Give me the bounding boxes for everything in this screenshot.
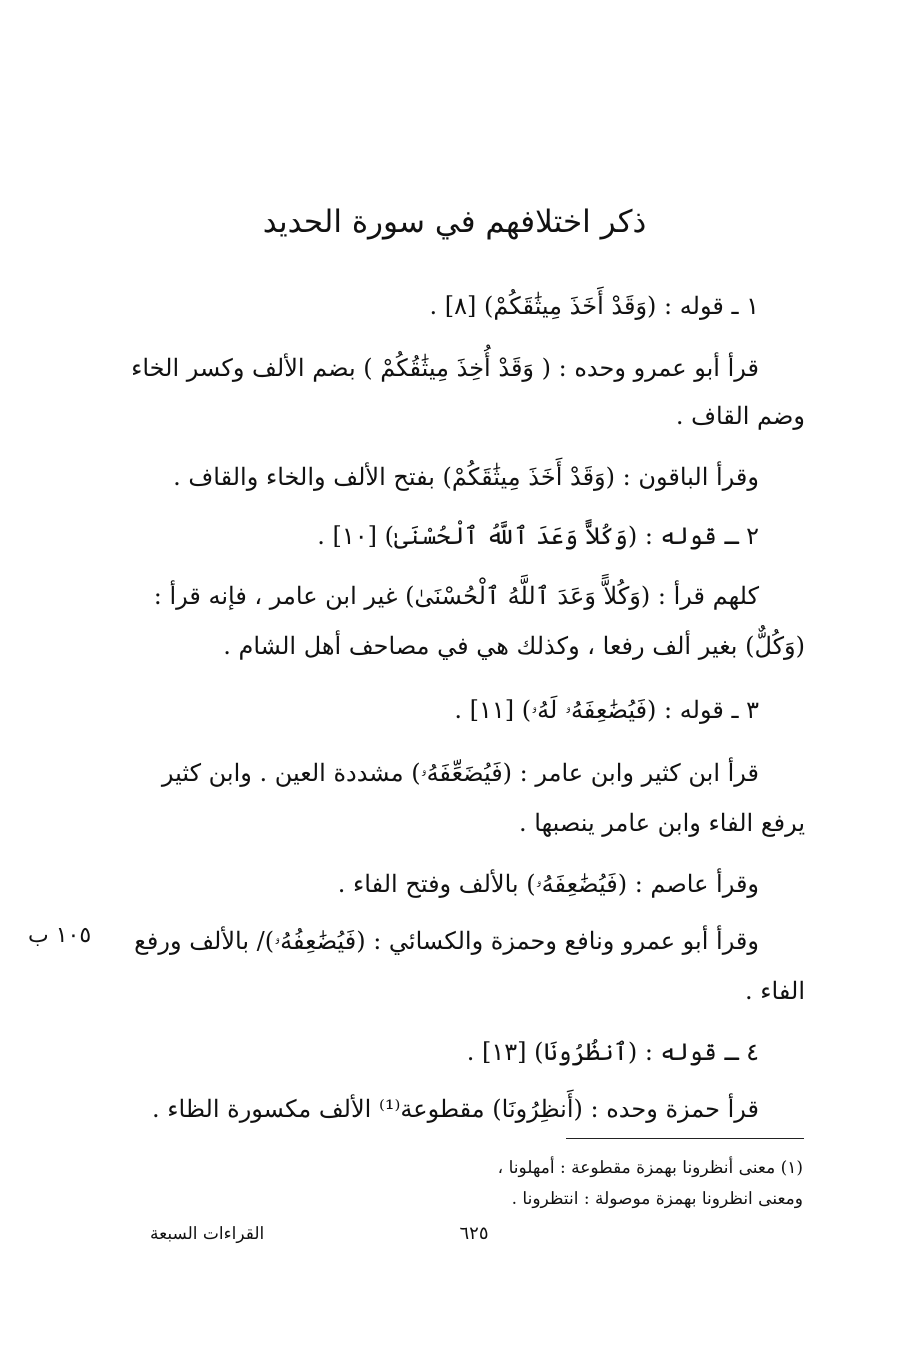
text-line: قرأ ابن كثير وابن عامر : (فَيُضَعِّفَهُۥ) مشددة العين . وابن كثير: [161, 759, 759, 787]
text-line: وقرأ أبو عمرو ونافع وحمزة والكسائي : (فَيُضَٰعِفُهُۥ)/ بالألف ورفع: [134, 927, 759, 955]
text-line: (وَكُلٌّ) بغير ألف رفعا ، وكذلك هي في مصاحف أهل الشام .: [223, 632, 805, 660]
manuscript-folio-note: ١٠٥ ب: [28, 923, 92, 948]
text-line: كلهم قرأ : (وَكُلاًّ وَعَدَ ٱللَّهُ ٱلْحُسْنَىٰ) غير ابن عامر ، فإنه قرأ :: [153, 582, 759, 610]
text-line: قرأ حمزة وحده : (أَنظِرُونَا) مقطوعة⁽¹⁾ الألف مكسورة الظاء .: [151, 1095, 759, 1123]
text-line: قرأ أبو عمرو وحده : ( وَقَدْ أُخِذَ مِيثَٰقُكُمْ ) بضم الألف وكسر الخاء: [131, 354, 759, 382]
running-title: القراءات السبعة: [150, 1224, 265, 1244]
section-heading: ذكر اختلافهم في سورة الحديد: [262, 204, 647, 240]
text-line: وقرأ عاصم : (فَيُضَٰعِفَهُۥ) بالألف وفتح الفاء .: [337, 870, 759, 898]
page-number: ٦٢٥: [459, 1223, 489, 1244]
footnote-divider: [566, 1138, 804, 1139]
footnote-line: (١) معنى أنظرونا بهمزة مقطوعة : أمهلونا ،: [497, 1158, 803, 1178]
footnote-line: ومعنى انظرونا بهمزة موصولة : انتظرونا .: [511, 1189, 803, 1209]
text-line: ٤ ـ قوله : (ٱنظُرُونَا) [١٣] .: [466, 1038, 759, 1066]
text-line: ٢ ـ قوله : (وَكُلاًّ وَعَدَ ٱللَّهُ ٱلْحُسْنَىٰ) [١٠] .: [317, 522, 759, 550]
text-line: يرفع الفاء وابن عامر ينصبها .: [519, 809, 805, 837]
text-line: الفاء .: [745, 977, 805, 1005]
text-line: وقرأ الباقون : (وَقَدْ أَخَذَ مِيثَٰقَكُمْ) بفتح الألف والخاء والقاف .: [173, 463, 759, 491]
text-line: ١ ـ قوله : (وَقَدْ أَخَذَ مِيثَٰقَكُمْ) [٨] .: [429, 292, 759, 320]
text-line: ٣ ـ قوله : (فَيُضَٰعِفَهُۥ لَهُۥ) [١١] .: [454, 696, 759, 724]
text-line: وضم القاف .: [675, 402, 805, 430]
